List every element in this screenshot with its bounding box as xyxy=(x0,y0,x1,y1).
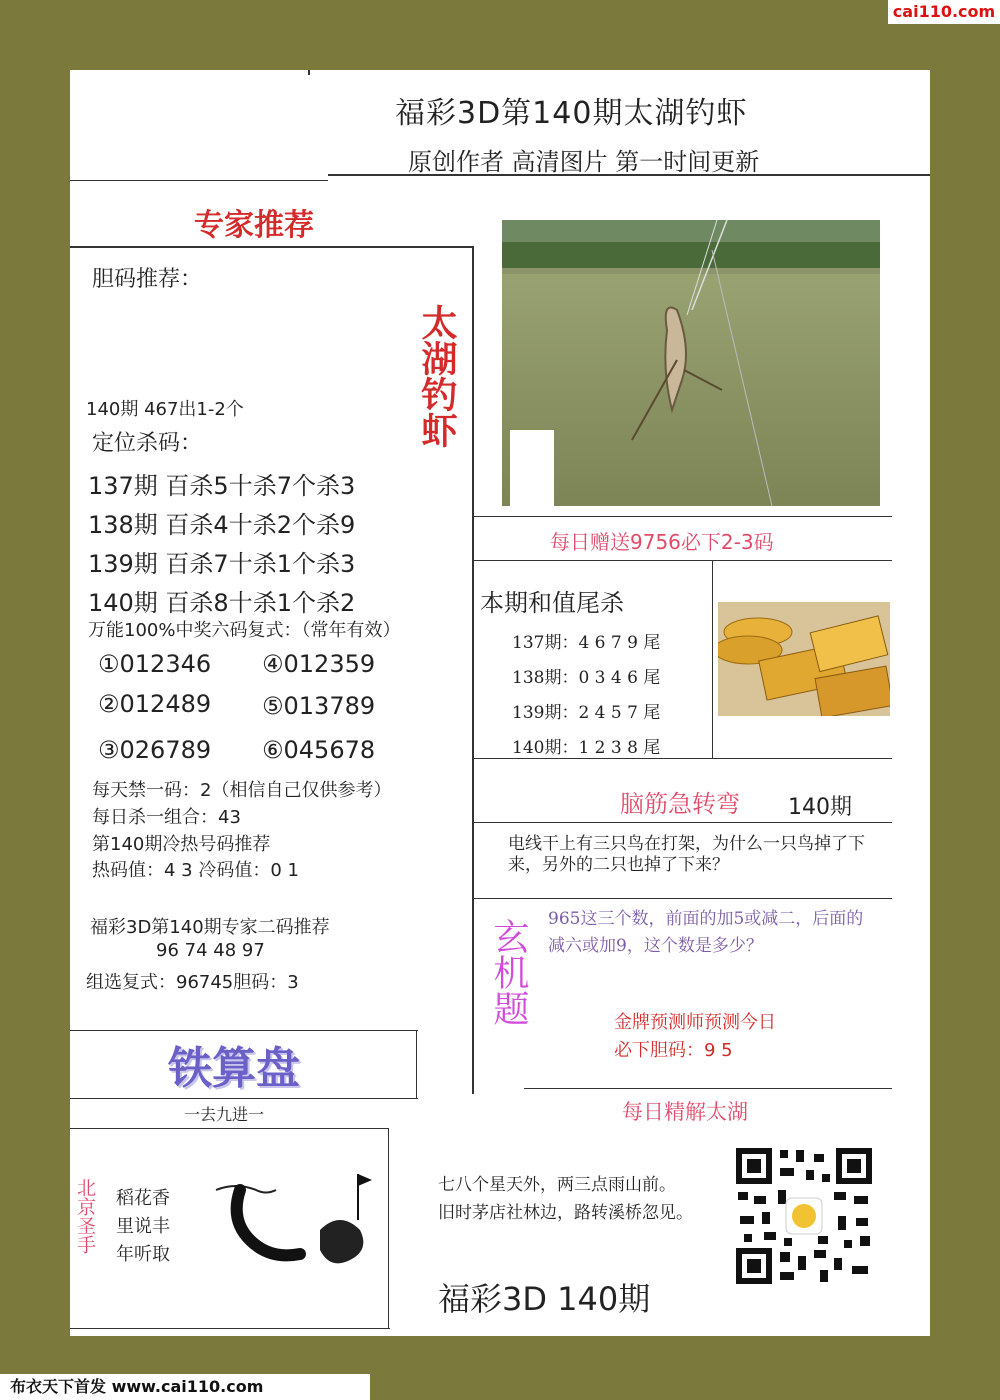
header-tick xyxy=(308,70,310,75)
beijing-line: 稻花香 xyxy=(116,1188,170,1209)
header-divider-left xyxy=(70,180,328,181)
gold-line-1: 金牌预测师预测今日 xyxy=(614,1012,776,1033)
page-title: 福彩3D第140期太湖钓虾 xyxy=(395,96,748,131)
hotcold-title: 第140期冷热号码推荐 xyxy=(92,834,271,855)
kill-row: 139期 百杀7十杀1个杀3 xyxy=(88,550,356,578)
page-subtitle: 原创作者 高清图片 第一时间更新 xyxy=(408,148,760,176)
poster-page xyxy=(70,70,930,1336)
six-code: ②012489 xyxy=(98,690,212,718)
gift-line-bottom xyxy=(474,560,892,561)
six-code-label: 万能100%中奖六码复式：（常年有效） xyxy=(88,620,401,641)
beijing-bottom-line xyxy=(70,1328,390,1329)
qr-code[interactable] xyxy=(734,1146,874,1286)
gift-line: 每日赠送9756必下2-3码 xyxy=(550,530,774,554)
six-code: ①012346 xyxy=(98,650,212,678)
beijing-line: 里说丰 xyxy=(116,1216,170,1237)
vertical-title: 太湖钓虾 xyxy=(416,304,457,448)
shrimp-photo xyxy=(502,220,880,506)
hotcold-values: 热码值：4 3 冷码值：0 1 xyxy=(92,860,299,881)
two-codes: 96 74 48 97 xyxy=(156,940,265,961)
abacus-bottom-line xyxy=(70,1098,418,1099)
taihu-daily-line-2: 旧时茅店社林边，路转溪桥忽见。 xyxy=(438,1203,693,1223)
abacus-sub-line xyxy=(70,1128,388,1129)
kill-row: 137期 百杀5十杀7个杀3 xyxy=(88,472,356,500)
abacus-right-line xyxy=(416,1030,417,1098)
gift-line-top xyxy=(474,516,892,517)
beijing-line: 年听取 xyxy=(116,1244,170,1265)
kill-label: 定位杀码： xyxy=(92,431,203,456)
kill-row: 138期 百杀4十杀2个杀9 xyxy=(88,511,356,539)
abacus-subtitle: 一去九进一 xyxy=(184,1105,265,1124)
brain-mid-line xyxy=(474,822,892,823)
sum-tail-row: 139期：2 4 5 7 尾 xyxy=(512,703,661,723)
sum-tail-divider xyxy=(712,560,713,758)
brain-heading: 脑筋急转弯 xyxy=(620,790,740,818)
beijing-right-line xyxy=(388,1128,389,1328)
site-badge[interactable]: cai110.com xyxy=(888,0,1000,24)
expert-box-top xyxy=(70,246,474,248)
six-code: ③026789 xyxy=(98,736,212,764)
brain-top-line xyxy=(474,758,892,759)
qr-code-svg xyxy=(734,1146,874,1286)
kill-combo: 每日杀一组合：43 xyxy=(92,807,241,828)
sum-tail-heading: 本期和值尾杀 xyxy=(480,589,624,617)
dan-line: 140期 467出1-2个 xyxy=(86,399,244,420)
six-code: ⑥045678 xyxy=(262,736,376,764)
ink-sketch-svg xyxy=(210,1170,380,1274)
expert-heading: 专家推荐 xyxy=(194,208,314,243)
ban-one: 每天禁一码：2（相信自己仅供参考） xyxy=(92,780,392,801)
photo-patch xyxy=(510,430,554,506)
taihu-daily-line-1: 七八个星天外，两三点雨山前。 xyxy=(438,1175,676,1195)
abacus-title: 铁算盘 xyxy=(168,1043,300,1094)
brain-issue: 140期 xyxy=(788,795,852,820)
bottom-site-bar[interactable]: 布衣天下首发 www.cai110.com xyxy=(0,1374,370,1400)
riddle-bottom-line xyxy=(524,1088,892,1089)
dan-label: 胆码推荐： xyxy=(92,267,203,292)
sum-tail-row: 140期：1 2 3 8 尾 xyxy=(512,738,661,758)
expert-box-right xyxy=(472,246,474,1094)
six-code: ⑤013789 xyxy=(262,692,376,720)
beijing-vertical-label: 北京圣手 xyxy=(74,1178,96,1254)
two-code-title: 福彩3D第140期专家二码推荐 xyxy=(90,917,330,938)
sum-tail-row: 137期：4 6 7 9 尾 xyxy=(512,633,661,653)
riddle-vertical-label: 玄机题 xyxy=(488,918,529,1026)
kill-row: 140期 百杀8十杀1个杀2 xyxy=(88,589,356,617)
group-line: 组选复式：96745胆码：3 xyxy=(86,972,299,993)
abacus-top-line xyxy=(70,1030,418,1031)
shrimp-photo-svg xyxy=(502,220,880,506)
gold-line-2: 必下胆码：9 5 xyxy=(614,1040,733,1061)
gold-bars-image xyxy=(718,602,890,716)
riddle-text: 965这三个数，前面的加5或减二，后面的减六或加9，这个数是多少？ xyxy=(548,909,864,956)
ink-sketch xyxy=(210,1170,380,1274)
gold-bars-svg xyxy=(718,602,890,716)
six-code: ④012359 xyxy=(262,650,376,678)
footer-issue: 福彩3D 140期 xyxy=(438,1280,651,1318)
sum-tail-row: 138期：0 3 4 6 尾 xyxy=(512,668,661,688)
taihu-daily-heading: 每日精解太湖 xyxy=(622,1100,748,1124)
brain-question: 电线干上有三只鸟在打架，为什么一只鸟掉了下来，另外的二只也掉了下来？ xyxy=(508,834,865,875)
brain-bottom-line xyxy=(474,898,892,899)
